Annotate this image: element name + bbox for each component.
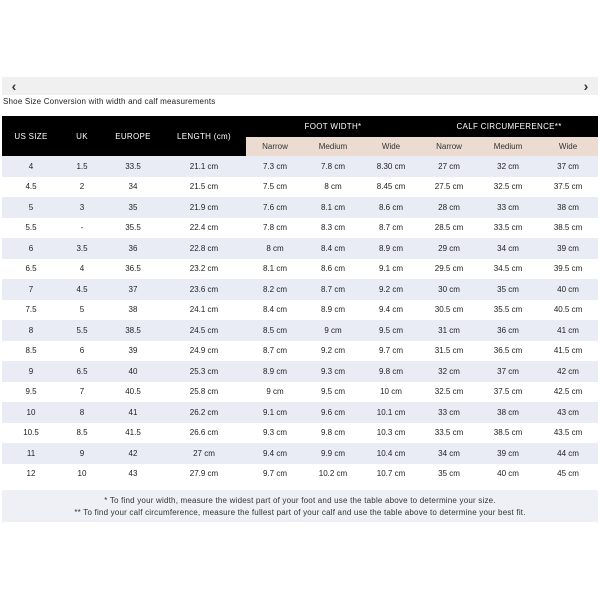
cell-width-wide: 9.5 cm — [362, 320, 420, 341]
cell-calf-narrow: 28.5 cm — [420, 218, 478, 239]
cell-width-wide: 10.1 cm — [362, 402, 420, 423]
cell-us-size: 5 — [2, 197, 60, 218]
cell-uk: 3.5 — [60, 238, 104, 259]
table-row — [2, 382, 598, 403]
cell-uk: 7 — [60, 382, 104, 403]
shoe-size-table — [2, 116, 598, 484]
cell-width-narrow: 8 cm — [246, 238, 304, 259]
header-length: LENGTH (cm) — [162, 116, 246, 156]
cell-calf-medium: 39 cm — [478, 443, 538, 464]
cell-us-size: 10 — [2, 402, 60, 423]
cell-us-size: 4.5 — [2, 177, 60, 198]
cell-length: 26.6 cm — [162, 423, 246, 444]
cell-length: 25.8 cm — [162, 382, 246, 403]
cell-width-narrow: 9.7 cm — [246, 464, 304, 485]
table-row — [2, 279, 598, 300]
cell-length: 21.5 cm — [162, 177, 246, 198]
cell-width-medium: 9.8 cm — [304, 423, 362, 444]
cell-calf-narrow: 35 cm — [420, 464, 478, 485]
cell-length: 23.2 cm — [162, 259, 246, 280]
cell-uk: 5.5 — [60, 320, 104, 341]
cell-calf-wide: 40.5 cm — [538, 300, 598, 321]
cell-europe: 36.5 — [104, 259, 162, 280]
cell-width-medium: 8 cm — [304, 177, 362, 198]
cell-width-medium: 7.8 cm — [304, 156, 362, 177]
cell-europe: 35 — [104, 197, 162, 218]
cell-width-medium: 8.6 cm — [304, 259, 362, 280]
cell-width-narrow: 8.9 cm — [246, 361, 304, 382]
table-caption: Shoe Size Conversion with width and calf measurements — [3, 97, 216, 106]
cell-uk: 10 — [60, 464, 104, 485]
cell-width-medium: 9.6 cm — [304, 402, 362, 423]
cell-uk: 4 — [60, 259, 104, 280]
cell-uk: - — [60, 218, 104, 239]
cell-calf-medium: 35 cm — [478, 279, 538, 300]
cell-width-medium: 9.9 cm — [304, 443, 362, 464]
cell-calf-narrow: 30 cm — [420, 279, 478, 300]
cell-calf-medium: 32 cm — [478, 156, 538, 177]
cell-width-medium: 8.4 cm — [304, 238, 362, 259]
table-row — [2, 259, 598, 280]
cell-width-wide: 10.7 cm — [362, 464, 420, 485]
cell-calf-wide: 38.5 cm — [538, 218, 598, 239]
header-europe: EUROPE — [104, 116, 162, 156]
cell-width-wide: 10 cm — [362, 382, 420, 403]
chevron-left-icon[interactable]: ‹ — [11, 78, 17, 94]
cell-length: 22.8 cm — [162, 238, 246, 259]
cell-uk: 6 — [60, 341, 104, 362]
carousel-nav-bar — [2, 77, 598, 95]
cell-europe: 38 — [104, 300, 162, 321]
cell-calf-wide: 41 cm — [538, 320, 598, 341]
cell-calf-narrow: 34 cm — [420, 443, 478, 464]
cell-calf-medium: 34 cm — [478, 238, 538, 259]
cell-length: 27.9 cm — [162, 464, 246, 485]
cell-europe: 34 — [104, 177, 162, 198]
cell-width-medium: 8.1 cm — [304, 197, 362, 218]
cell-calf-wide: 37 cm — [538, 156, 598, 177]
cell-us-size: 11 — [2, 443, 60, 464]
subheader-calf-wide: Wide — [538, 137, 598, 156]
table-row — [2, 177, 598, 198]
table-row — [2, 300, 598, 321]
cell-length: 23.6 cm — [162, 279, 246, 300]
table-row — [2, 423, 598, 444]
cell-europe: 38.5 — [104, 320, 162, 341]
cell-width-wide: 9.4 cm — [362, 300, 420, 321]
cell-width-narrow: 8.1 cm — [246, 259, 304, 280]
cell-width-narrow: 7.6 cm — [246, 197, 304, 218]
cell-width-narrow: 9.1 cm — [246, 402, 304, 423]
cell-calf-wide: 43.5 cm — [538, 423, 598, 444]
cell-width-wide: 8.6 cm — [362, 197, 420, 218]
cell-length: 21.9 cm — [162, 197, 246, 218]
subheader-width-medium: Medium — [304, 137, 362, 156]
cell-uk: 8 — [60, 402, 104, 423]
cell-width-medium: 9.5 cm — [304, 382, 362, 403]
cell-us-size: 12 — [2, 464, 60, 485]
cell-width-wide: 9.2 cm — [362, 279, 420, 300]
footnote-calf: ** To find your calf circumference, measure the fullest part of your calf and use the table above to determine your best fit. — [74, 508, 526, 517]
cell-length: 26.2 cm — [162, 402, 246, 423]
cell-calf-medium: 36.5 cm — [478, 341, 538, 362]
cell-calf-medium: 32.5 cm — [478, 177, 538, 198]
cell-europe: 39 — [104, 341, 162, 362]
cell-calf-narrow: 29 cm — [420, 238, 478, 259]
cell-europe: 41.5 — [104, 423, 162, 444]
footnote-width: * To find your width, measure the widest part of your foot and use the table above to determine your size. — [104, 496, 496, 505]
cell-width-medium: 8.7 cm — [304, 279, 362, 300]
cell-us-size: 8.5 — [2, 341, 60, 362]
table-row — [2, 464, 598, 485]
cell-width-narrow: 8.2 cm — [246, 279, 304, 300]
cell-width-narrow: 8.7 cm — [246, 341, 304, 362]
cell-calf-wide: 39.5 cm — [538, 259, 598, 280]
cell-length: 27 cm — [162, 443, 246, 464]
cell-width-narrow: 8.5 cm — [246, 320, 304, 341]
cell-width-wide: 8.7 cm — [362, 218, 420, 239]
cell-length: 24.1 cm — [162, 300, 246, 321]
cell-width-narrow: 9.3 cm — [246, 423, 304, 444]
cell-uk: 2 — [60, 177, 104, 198]
cell-europe: 35.5 — [104, 218, 162, 239]
cell-calf-narrow: 29.5 cm — [420, 259, 478, 280]
cell-length: 24.5 cm — [162, 320, 246, 341]
cell-calf-wide: 43 cm — [538, 402, 598, 423]
cell-europe: 40.5 — [104, 382, 162, 403]
cell-calf-wide: 38 cm — [538, 197, 598, 218]
cell-width-wide: 8.30 cm — [362, 156, 420, 177]
table-row — [2, 361, 598, 382]
cell-calf-wide: 42.5 cm — [538, 382, 598, 403]
cell-width-narrow: 9.4 cm — [246, 443, 304, 464]
cell-calf-medium: 40 cm — [478, 464, 538, 485]
cell-width-narrow: 7.5 cm — [246, 177, 304, 198]
cell-calf-wide: 44 cm — [538, 443, 598, 464]
cell-calf-wide: 39 cm — [538, 238, 598, 259]
cell-length: 24.9 cm — [162, 341, 246, 362]
table-row — [2, 197, 598, 218]
table-row — [2, 238, 598, 259]
cell-calf-narrow: 27.5 cm — [420, 177, 478, 198]
subheader-calf-medium: Medium — [478, 137, 538, 156]
cell-europe: 33.5 — [104, 156, 162, 177]
table-row — [2, 156, 598, 177]
cell-width-narrow: 9 cm — [246, 382, 304, 403]
table-row — [2, 402, 598, 423]
cell-uk: 5 — [60, 300, 104, 321]
cell-width-medium: 10.2 cm — [304, 464, 362, 485]
cell-us-size: 7 — [2, 279, 60, 300]
cell-uk: 3 — [60, 197, 104, 218]
cell-calf-narrow: 31.5 cm — [420, 341, 478, 362]
header-calf-circumference: CALF CIRCUMFERENCE** — [420, 116, 598, 137]
cell-us-size: 9.5 — [2, 382, 60, 403]
cell-calf-medium: 38.5 cm — [478, 423, 538, 444]
cell-europe: 36 — [104, 238, 162, 259]
cell-us-size: 8 — [2, 320, 60, 341]
cell-uk: 8.5 — [60, 423, 104, 444]
cell-calf-narrow: 27 cm — [420, 156, 478, 177]
cell-calf-narrow: 32.5 cm — [420, 382, 478, 403]
cell-calf-narrow: 30.5 cm — [420, 300, 478, 321]
cell-calf-narrow: 28 cm — [420, 197, 478, 218]
cell-calf-medium: 37.5 cm — [478, 382, 538, 403]
cell-europe: 42 — [104, 443, 162, 464]
cell-us-size: 7.5 — [2, 300, 60, 321]
cell-calf-wide: 41.5 cm — [538, 341, 598, 362]
table-row — [2, 341, 598, 362]
cell-length: 22.4 cm — [162, 218, 246, 239]
table-body — [2, 156, 598, 484]
cell-uk: 6.5 — [60, 361, 104, 382]
cell-calf-wide: 37.5 cm — [538, 177, 598, 198]
cell-calf-narrow: 32 cm — [420, 361, 478, 382]
cell-width-wide: 10.3 cm — [362, 423, 420, 444]
cell-europe: 37 — [104, 279, 162, 300]
cell-us-size: 6 — [2, 238, 60, 259]
cell-us-size: 9 — [2, 361, 60, 382]
cell-europe: 43 — [104, 464, 162, 485]
cell-us-size: 10.5 — [2, 423, 60, 444]
cell-calf-medium: 34.5 cm — [478, 259, 538, 280]
cell-us-size: 6.5 — [2, 259, 60, 280]
cell-width-medium: 8.9 cm — [304, 300, 362, 321]
cell-calf-medium: 35.5 cm — [478, 300, 538, 321]
cell-width-wide: 8.45 cm — [362, 177, 420, 198]
table-row — [2, 443, 598, 464]
cell-uk: 9 — [60, 443, 104, 464]
header-foot-width: FOOT WIDTH* — [246, 116, 420, 137]
cell-width-wide: 9.1 cm — [362, 259, 420, 280]
cell-width-wide: 9.8 cm — [362, 361, 420, 382]
cell-us-size: 4 — [2, 156, 60, 177]
subheader-width-narrow: Narrow — [246, 137, 304, 156]
cell-width-wide: 9.7 cm — [362, 341, 420, 362]
cell-us-size: 5.5 — [2, 218, 60, 239]
cell-width-wide: 8.9 cm — [362, 238, 420, 259]
cell-calf-medium: 37 cm — [478, 361, 538, 382]
header-us-size: US SIZE — [2, 116, 60, 156]
cell-width-medium: 8.3 cm — [304, 218, 362, 239]
chevron-right-icon[interactable]: › — [583, 78, 589, 94]
cell-calf-wide: 40 cm — [538, 279, 598, 300]
cell-calf-wide: 42 cm — [538, 361, 598, 382]
cell-uk: 1.5 — [60, 156, 104, 177]
table-row — [2, 218, 598, 239]
cell-width-narrow: 8.4 cm — [246, 300, 304, 321]
header-uk: UK — [60, 116, 104, 156]
subheader-width-wide: Wide — [362, 137, 420, 156]
cell-calf-narrow: 31 cm — [420, 320, 478, 341]
cell-calf-medium: 33 cm — [478, 197, 538, 218]
cell-calf-medium: 36 cm — [478, 320, 538, 341]
cell-europe: 41 — [104, 402, 162, 423]
table-row — [2, 320, 598, 341]
cell-calf-medium: 33.5 cm — [478, 218, 538, 239]
cell-width-medium: 9 cm — [304, 320, 362, 341]
cell-width-narrow: 7.8 cm — [246, 218, 304, 239]
subheader-calf-narrow: Narrow — [420, 137, 478, 156]
cell-length: 25.3 cm — [162, 361, 246, 382]
cell-uk: 4.5 — [60, 279, 104, 300]
cell-calf-medium: 38 cm — [478, 402, 538, 423]
cell-length: 21.1 cm — [162, 156, 246, 177]
cell-calf-narrow: 33 cm — [420, 402, 478, 423]
cell-calf-wide: 45 cm — [538, 464, 598, 485]
cell-width-medium: 9.2 cm — [304, 341, 362, 362]
cell-calf-narrow: 33.5 cm — [420, 423, 478, 444]
cell-width-medium: 9.3 cm — [304, 361, 362, 382]
cell-width-narrow: 7.3 cm — [246, 156, 304, 177]
cell-europe: 40 — [104, 361, 162, 382]
footnotes — [2, 490, 598, 522]
cell-width-wide: 10.4 cm — [362, 443, 420, 464]
